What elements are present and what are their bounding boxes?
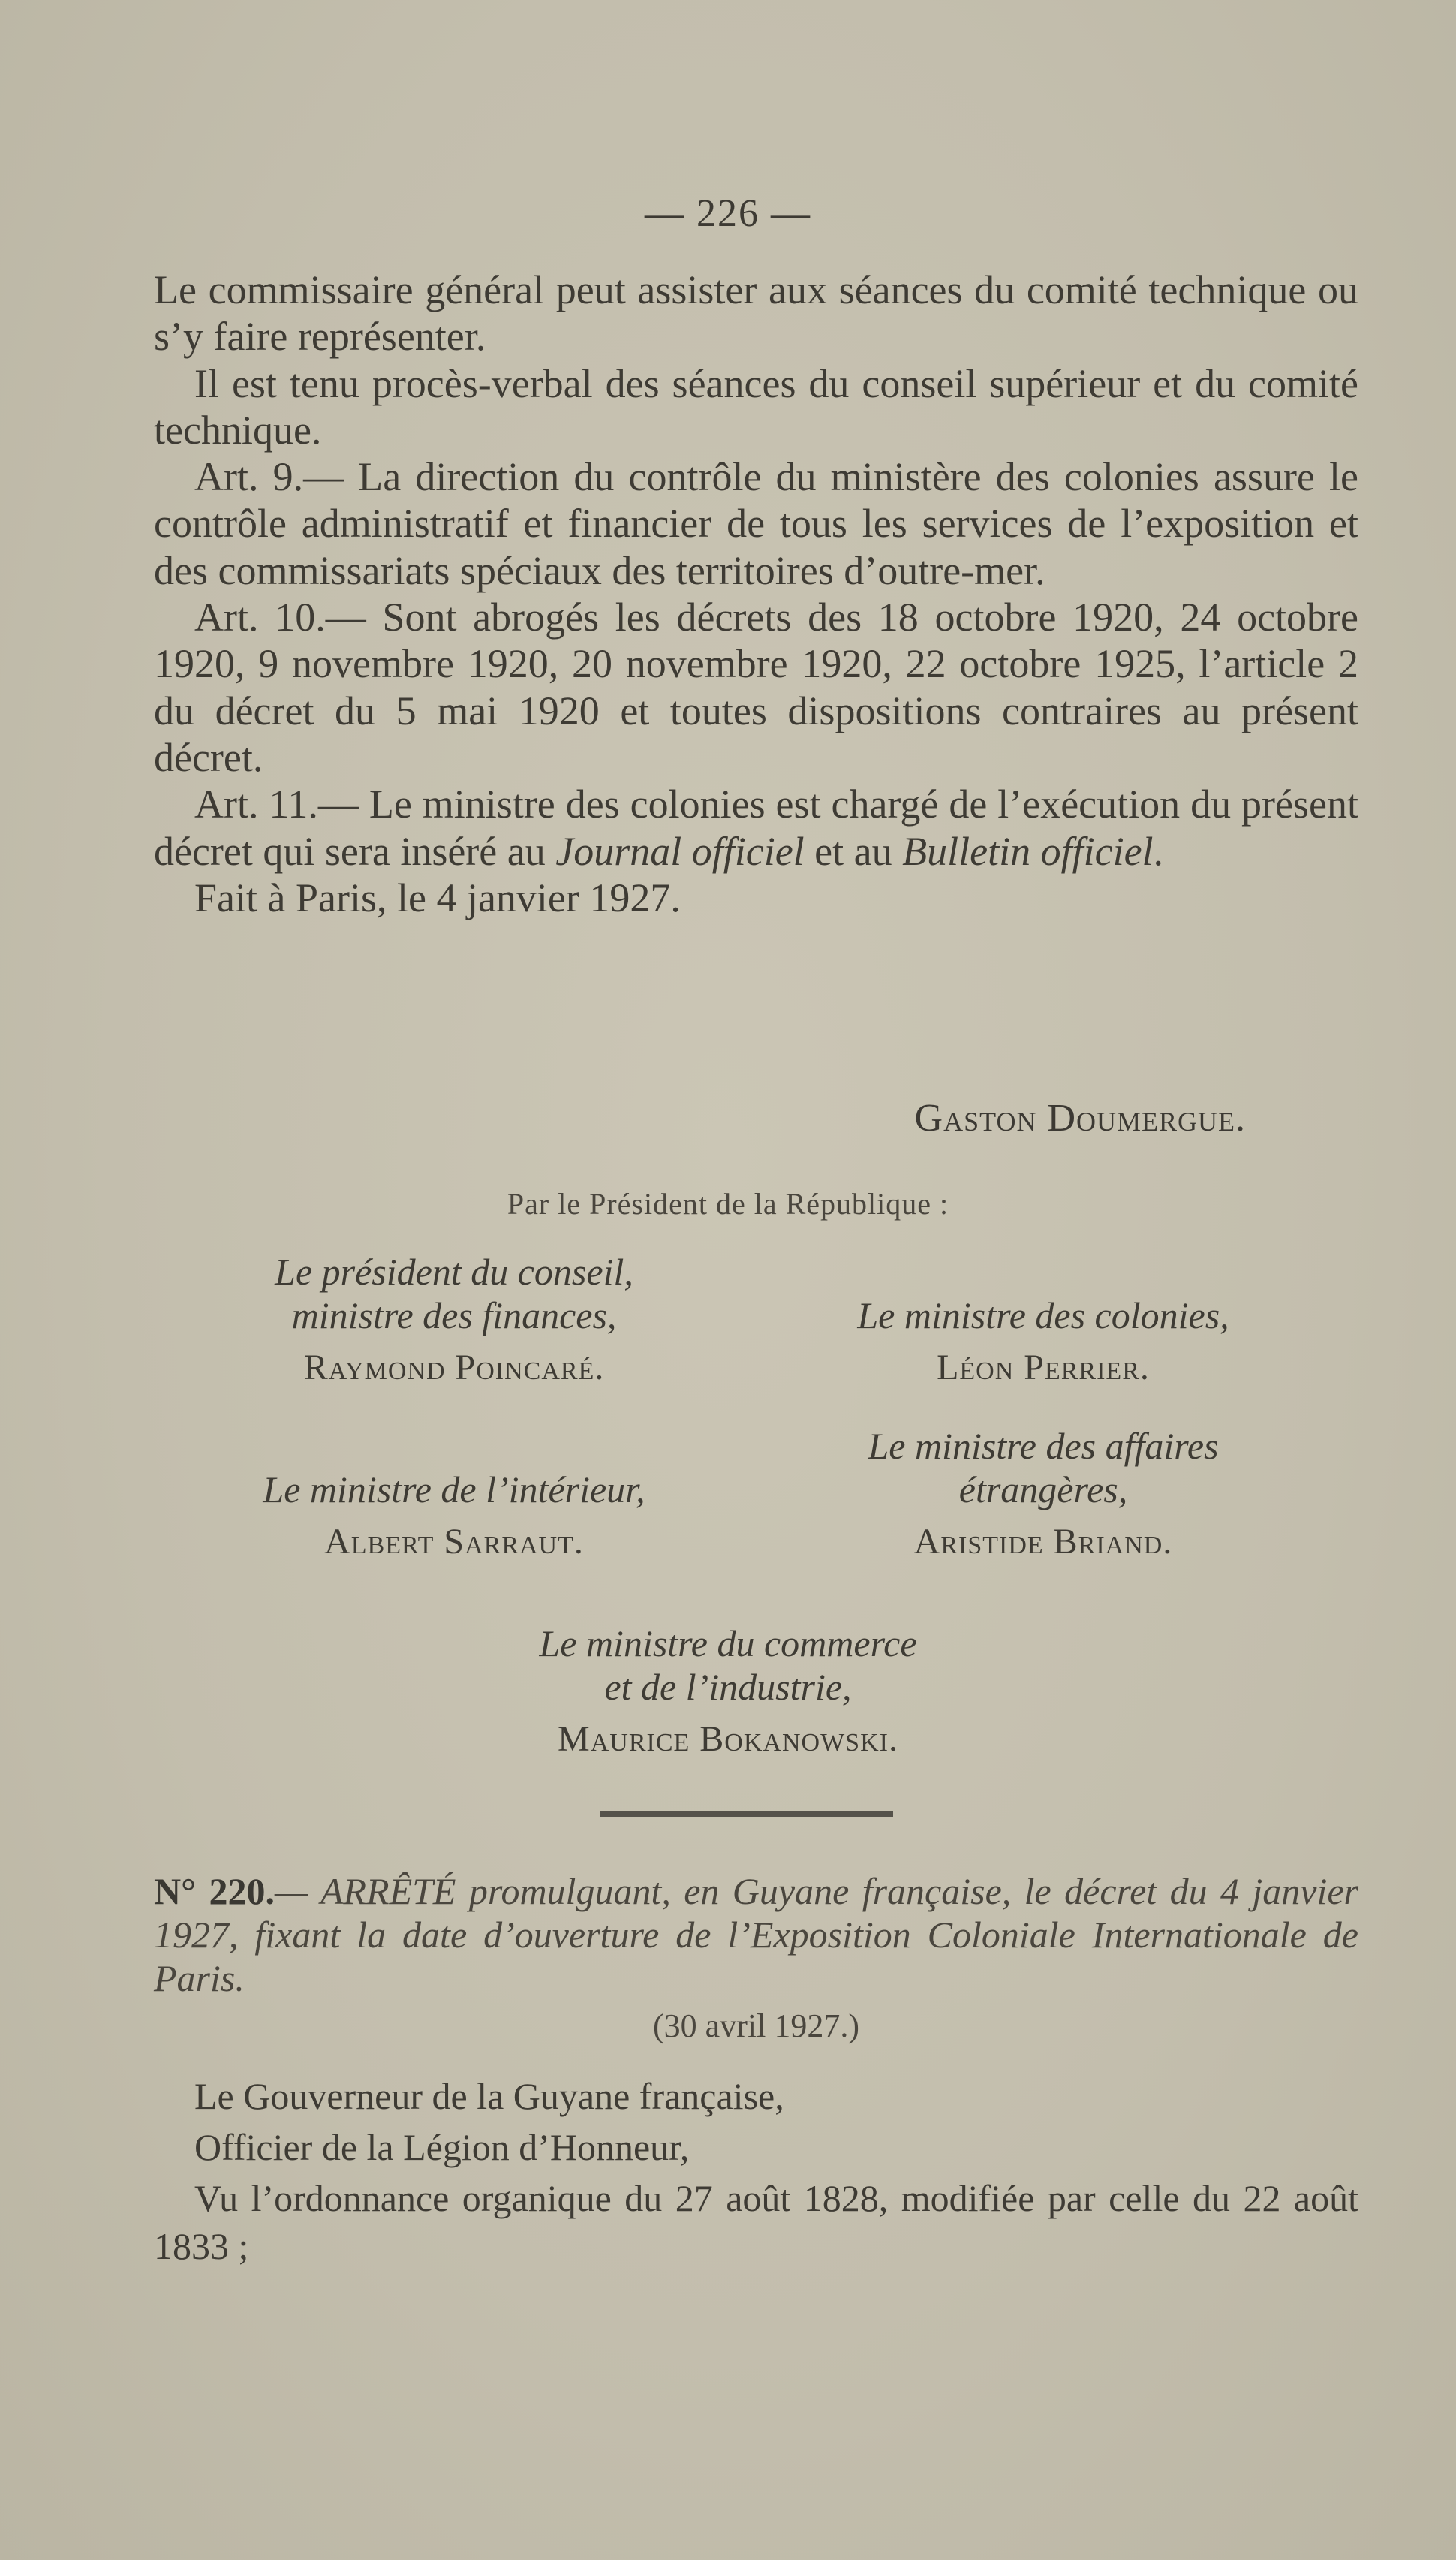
arrete-date: (30 avril 1927.) [653, 2007, 859, 2044]
signature-role: ministre des finances, [291, 1294, 617, 1336]
signature-role: étrangères, [958, 1468, 1128, 1510]
signature-role: Le ministre du commerce [539, 1622, 917, 1664]
paragraph: Il est tenu procès-verbal des séances du conseil supérieur et du comité technique. [154, 360, 1358, 453]
signature-colonies [773, 1294, 1313, 1393]
journal-officiel: Journal officiel [555, 828, 805, 874]
signature-name: Raymond Poincaré. [303, 1348, 605, 1387]
art11-suffix: . [1153, 828, 1164, 874]
decree-line: Vu l’ordonnance organique du 27 août 1828, modifiée par celle du 22 août 1833 ; [154, 2177, 1358, 2267]
decree-line: Officier de la Légion d’Honneur, [194, 2126, 690, 2168]
main-text [154, 267, 1358, 921]
paragraph: Le commissaire général peut assister aux séances du comité technique ou s’y faire représenter. [154, 267, 1358, 360]
signature-role: et de l’industrie, [604, 1666, 852, 1708]
decree-body [154, 2072, 1358, 2273]
signature-finances [173, 1250, 736, 1393]
signature-role: Le président du conseil, [275, 1251, 633, 1293]
paragraph-art-11 [154, 781, 1358, 875]
signature-role: Le ministre des affaires [868, 1425, 1219, 1467]
signature-name: Léon Perrier. [937, 1348, 1150, 1387]
signature-name: Aristide Briand. [913, 1522, 1173, 1562]
done-at: Fait à Paris, le 4 janvier 1927. [194, 875, 681, 920]
signature-role: Le ministre de l’intérieur, [263, 1468, 645, 1510]
art11-prefix: Art. 11.— Le ministre des colonies est chargé de l’exécution du présent décret qui sera inséré au [154, 782, 1358, 874]
art11-middle: et au [804, 828, 903, 874]
paragraph: Art. 10.— Sont abrogés les décrets des 18 octobre 1920, 24 octobre 1920, 9 novembre 1920, 20 novembre 1920, 22 octobre 1925, l’article 2 du décret du 5 mai 1920 et toutes dispositions contraires au présent décret. [154, 595, 1358, 780]
signature-name: Albert Sarraut. [324, 1522, 584, 1562]
section-divider [600, 1811, 893, 1817]
par-president: Par le Président de la République : [507, 1187, 949, 1221]
signature-affaires [773, 1424, 1313, 1567]
signature-commerce [428, 1622, 1028, 1764]
page-number: — 226 — [645, 192, 811, 235]
signature-name: Maurice Bokanowski. [558, 1719, 898, 1759]
decree-line: Le Gouverneur de la Guyane française, [194, 2075, 784, 2117]
head-signature: Gaston Doumergue. [914, 1097, 1246, 1140]
signature-role: Le ministre des colonies, [857, 1294, 1229, 1336]
signature-interieur [173, 1468, 736, 1567]
arrete-heading [154, 1869, 1358, 2048]
arrete-number: N° 220. [154, 1870, 275, 1912]
paragraph: Art. 9.— La direction du contrôle du ministère des colonies assure le contrôle administratif et financier de tous les services de l’exposition et des commissariats spéciaux des territoires d’outre-mer. [154, 454, 1358, 593]
bulletin-officiel: Bulletin officiel [902, 828, 1154, 874]
arrete-title: — ARRÊTÉ promulguant, en Guyane française, le décret du 4 janvier 1927, fixant la date d’ouverture de l’Exposition Coloniale Internationale de Paris. [154, 1870, 1358, 1999]
